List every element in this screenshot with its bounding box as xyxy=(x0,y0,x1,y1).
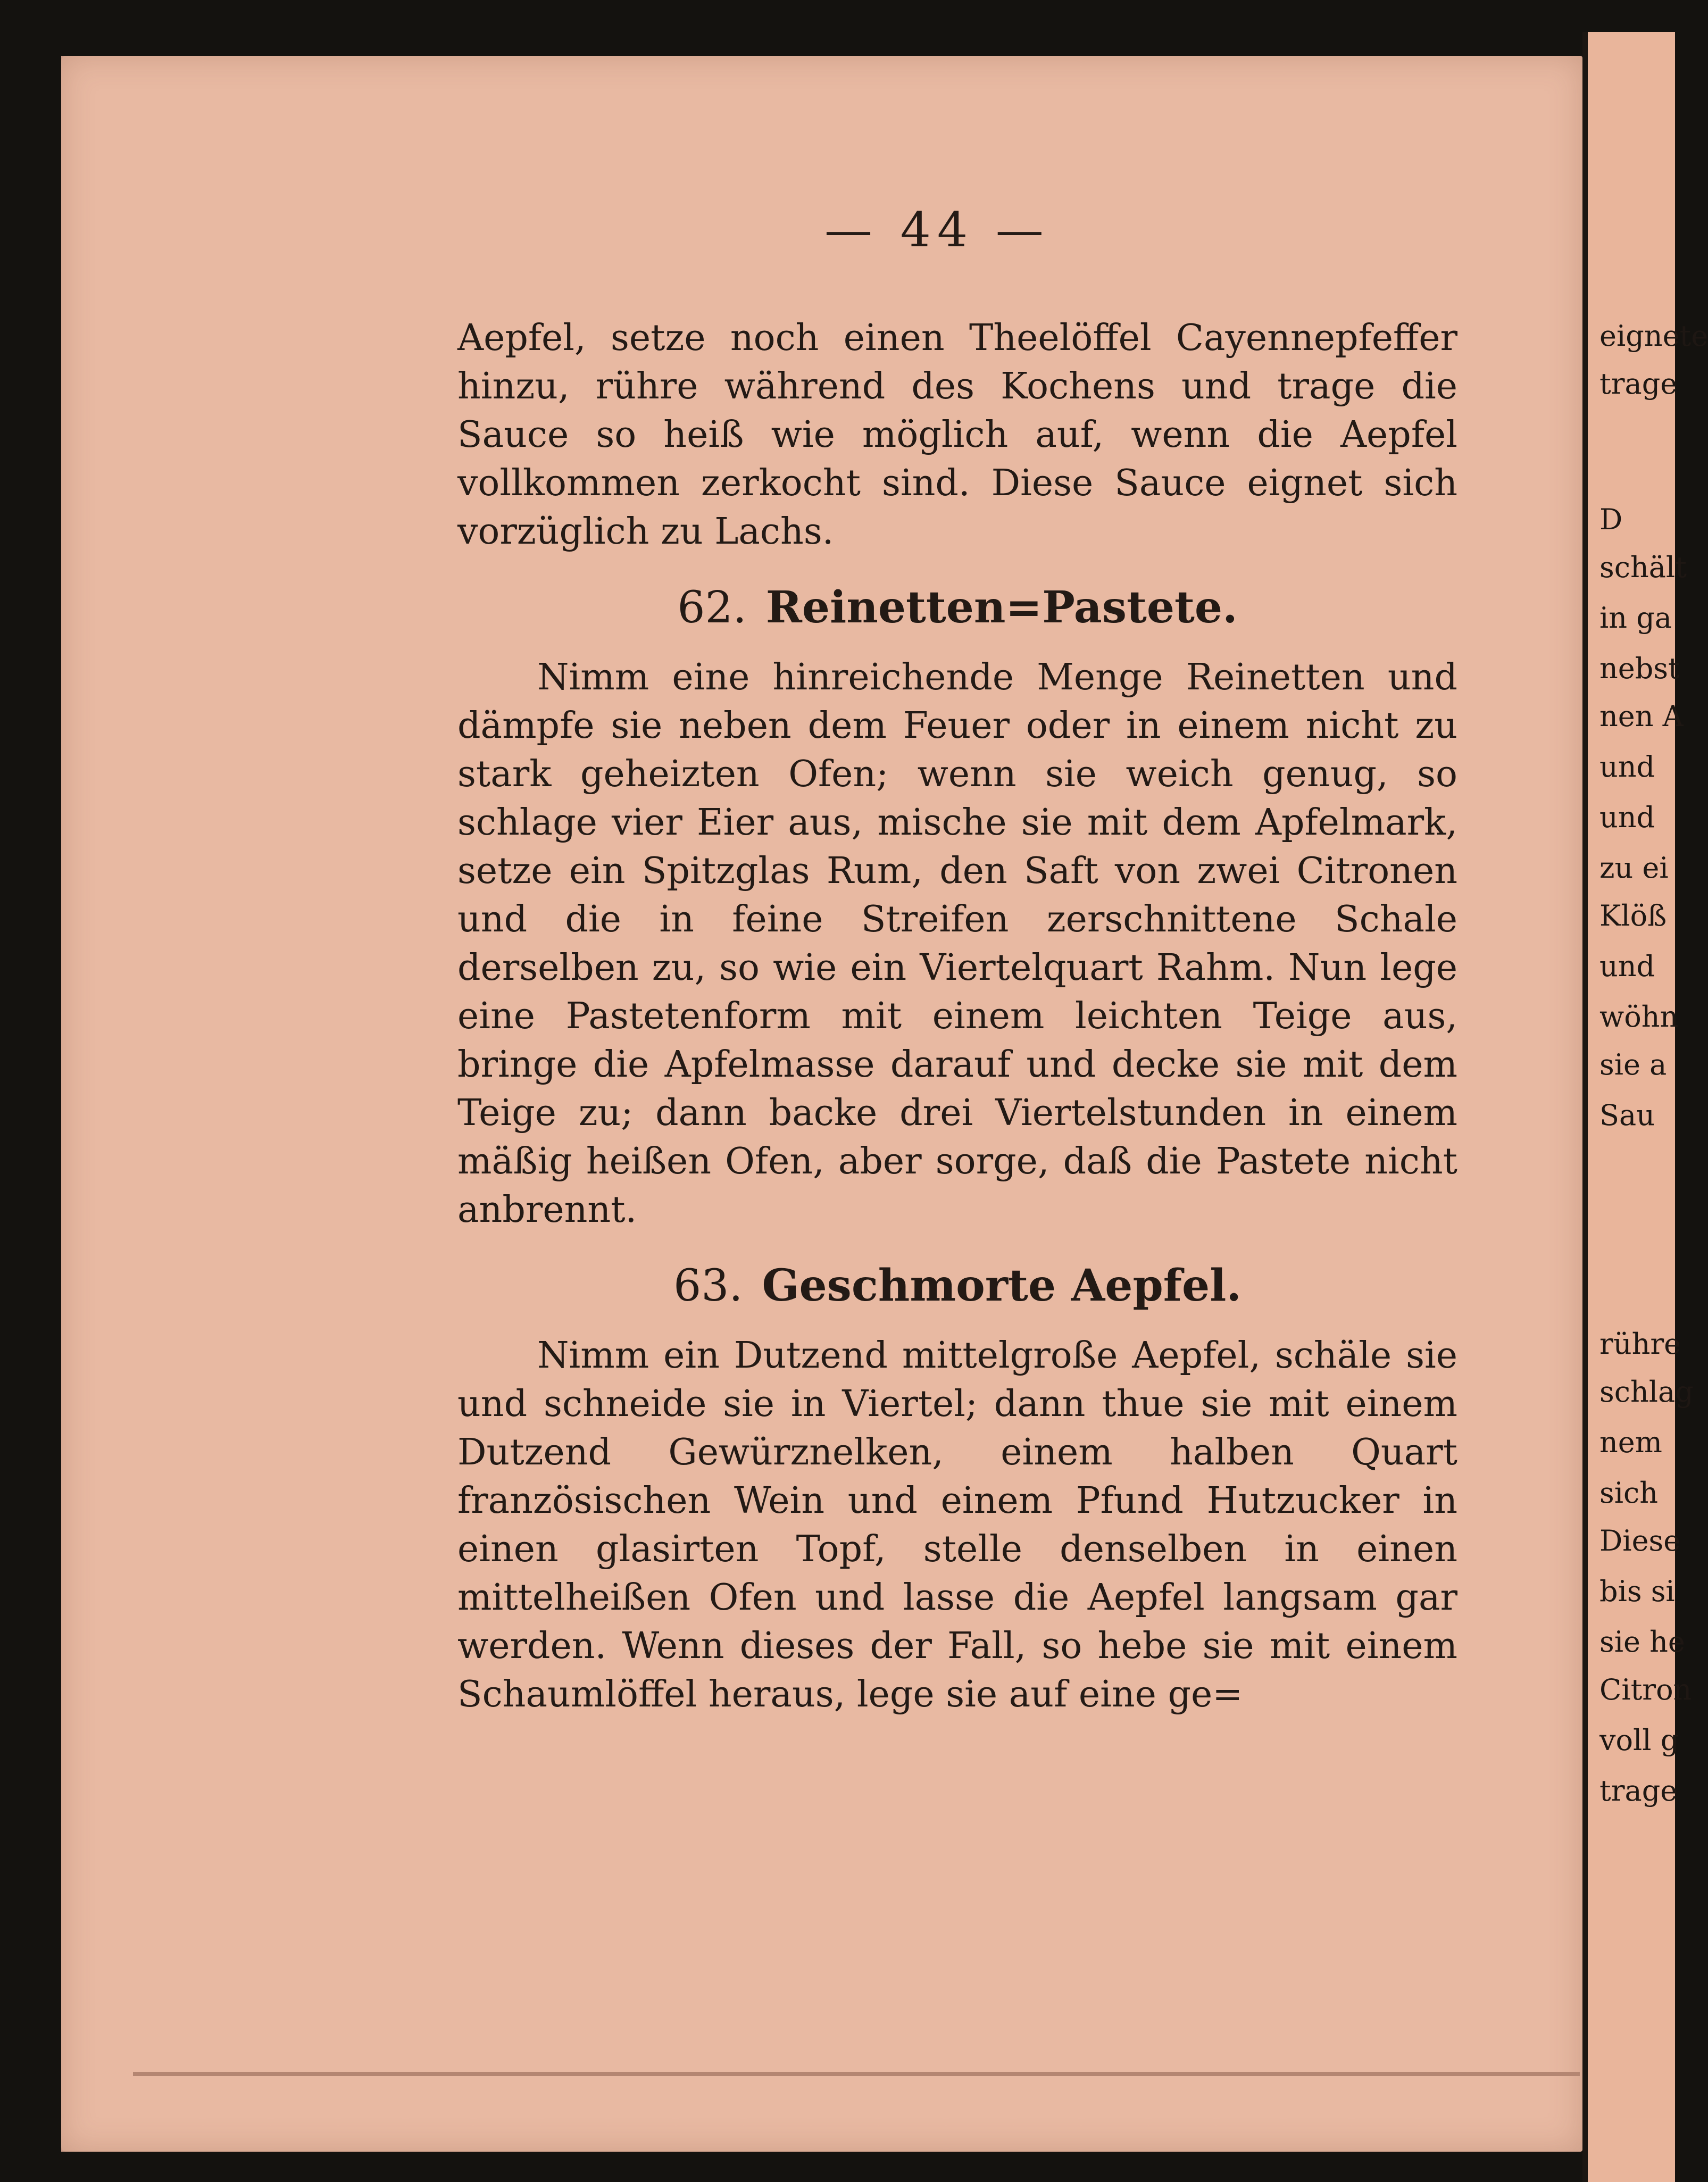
page-bottom-edge xyxy=(133,2072,1580,2076)
fragment-line: nen A xyxy=(1599,699,1684,733)
fragment-line: bis si xyxy=(1599,1575,1675,1608)
fragment-line: Diese xyxy=(1599,1524,1681,1558)
fragment-line: sie he xyxy=(1599,1625,1685,1659)
adjacent-page xyxy=(1582,32,1708,2182)
fragment-line: Citron xyxy=(1599,1673,1692,1706)
fragment-line: Sau xyxy=(1599,1098,1655,1132)
fragment-line: zu ei xyxy=(1599,851,1669,885)
fragment-line: Klöß xyxy=(1599,899,1667,932)
fragment-line: und xyxy=(1599,750,1655,784)
fragment-line: eignete xyxy=(1599,319,1708,353)
fragment-line: schält xyxy=(1599,551,1687,584)
continuation-paragraph: Aepfel, setze noch einen Theelöffel Cayennepfeffer hinzu, rühre während des Kochens und trage die Sauce so heiß wie möglich auf, wenn die Aepfel vollkommen zerkocht sind. Diese Sauce eignet sich vorzüglich zu Lachs. xyxy=(457,317,1457,553)
recipe-title: Reinetten=Pastete. xyxy=(765,582,1238,633)
recipe-title: Geschmorte Aepfel. xyxy=(762,1260,1242,1311)
fragment-line: wöhn xyxy=(1599,1000,1679,1034)
fragment-line: sie a xyxy=(1599,1048,1667,1081)
fragment-line: nebst xyxy=(1599,652,1680,685)
fragment-line: trage xyxy=(1599,367,1678,401)
fragment-line: schlag xyxy=(1599,1375,1694,1409)
page-number: — 44 — xyxy=(824,202,1050,258)
fragment-line: rühre xyxy=(1599,1327,1681,1361)
fragment-line: D xyxy=(1599,503,1623,536)
recipe-body-62: Nimm eine hinreichende Menge Reinetten und dämpfe sie neben dem Feuer oder in einem nicht zu stark geheizten Ofen; wenn sie weich genug, so schlage vier Eier aus, mische sie mit dem Apfelmark, setze ein Spitzglas Rum, den Saft von zwei Citronen und die in feine Streifen zerschnittene Schale derselben zu, so wie ein Viertelquart Rahm. Nun lege eine Pastetenform mit einem leichten Teige aus, bringe die Apfelmasse darauf und decke sie mit dem Teige zu; dann backe drei Viertelstunden in einem mäßig heißen Ofen, aber sorge, daß die Pastete nicht anbrennt. xyxy=(457,656,1457,1231)
fragment-line: sich xyxy=(1599,1476,1659,1510)
recipe-heading-62 xyxy=(457,578,1457,637)
fragment-line: trage xyxy=(1599,1774,1678,1808)
fragment-line: nem xyxy=(1599,1426,1662,1459)
page-text xyxy=(457,314,1457,1719)
recipe-number: 62. xyxy=(677,582,747,633)
recipe-number: 63. xyxy=(673,1261,743,1311)
recipe-heading-63 xyxy=(457,1256,1457,1315)
recipe-body-63: Nimm ein Dutzend mittelgroße Aepfel, schäle sie und schneide sie in Viertel; dann thue sie mit einem Dutzend Gewürznelken, einem halben Quart französischen Wein und einem Pfund Hutzucker in einen glasirten Topf, stelle denselben in einen mittelheißen Ofen und lasse die Aepfel langsam gar werden. Wenn dieses der Fall, so hebe sie mit einem Schaumlöffel heraus, lege sie auf eine ge= xyxy=(457,1335,1457,1715)
fragment-line: voll g xyxy=(1599,1723,1679,1757)
fragment-line: und xyxy=(1599,950,1655,983)
fragment-line: und xyxy=(1599,801,1655,834)
fragment-line: in ga xyxy=(1599,601,1672,635)
